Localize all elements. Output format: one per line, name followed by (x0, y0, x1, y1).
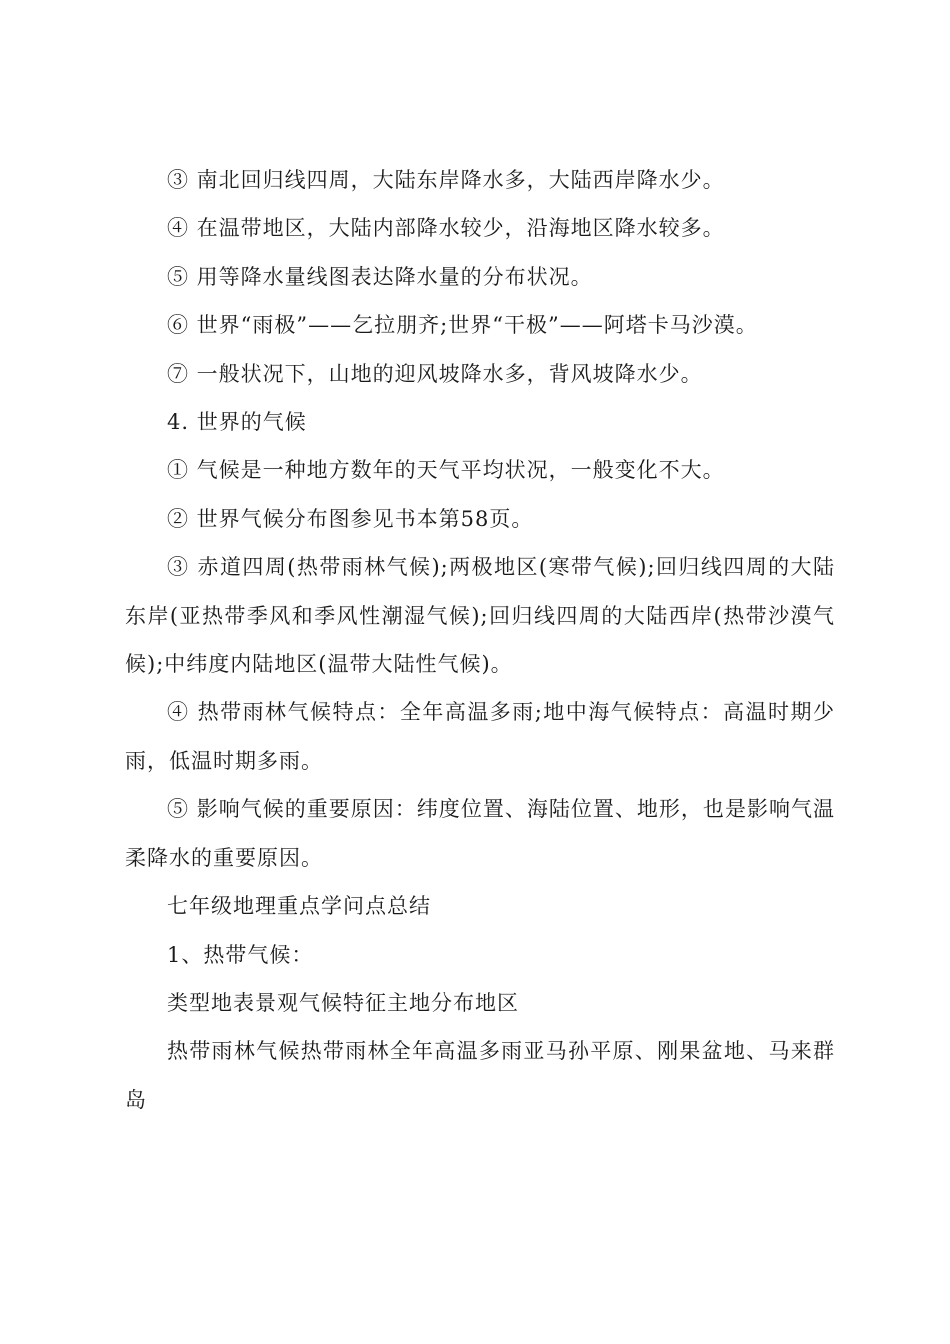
paragraph-1: ③ 南北回归线四周，大陆东岸降水多，大陆西岸降水少。 (167, 168, 725, 192)
section-heading-climate: 4. 世界的气候 (167, 410, 307, 435)
section-heading-tropical: 1、热带气候： (167, 942, 314, 967)
table-header-line: 类型地表景观气候特征主地分布地区 (167, 990, 519, 1015)
paragraph-9: ④ 热带雨林气候特点：全年高温多雨;地中海气候特点：高温时期少雨，低温时期多雨。 (125, 700, 835, 773)
paragraph-7: ② 世界气候分布图参见书本第58页。 (167, 506, 534, 531)
section-heading-summary: 七年级地理重点学问点总结 (167, 894, 431, 919)
paragraph-5: ⑦ 一般状况下，山地的迎风坡降水多，背风坡降水少。 (167, 361, 703, 386)
paragraph-4: ⑥ 世界“雨极”——乞拉朋齐;世界“干极”——阿塔卡马沙漠。 (167, 313, 758, 338)
paragraph-8: ③ 赤道四周(热带雨林气候);两极地区(寒带气候);回归线四周的大陆东岸(亚热带季风和季风性潮湿气候);回归线四周的大陆西岸(热带沙漠气候);中纬度内陆地区(温带大陆性气候)。 (125, 555, 835, 677)
table-row-line: 热带雨林气候热带雨林全年高温多雨亚马孙平原、刚果盆地、马来群岛 (125, 1039, 835, 1112)
paragraph-10: ⑤ 影响气候的重要原因：纬度位置、海陆位置、地形，也是影响气温柔降水的重要原因。 (125, 797, 835, 870)
document-body (125, 168, 835, 1124)
paragraph-2: ④ 在温带地区，大陆内部降水较少，沿海地区降水较多。 (167, 216, 725, 241)
paragraph-3: ⑤ 用等降水量线图表达降水量的分布状况。 (167, 264, 593, 289)
paragraph-6: ① 气候是一种地方数年的天气平均状况，一般变化不大。 (167, 458, 725, 483)
